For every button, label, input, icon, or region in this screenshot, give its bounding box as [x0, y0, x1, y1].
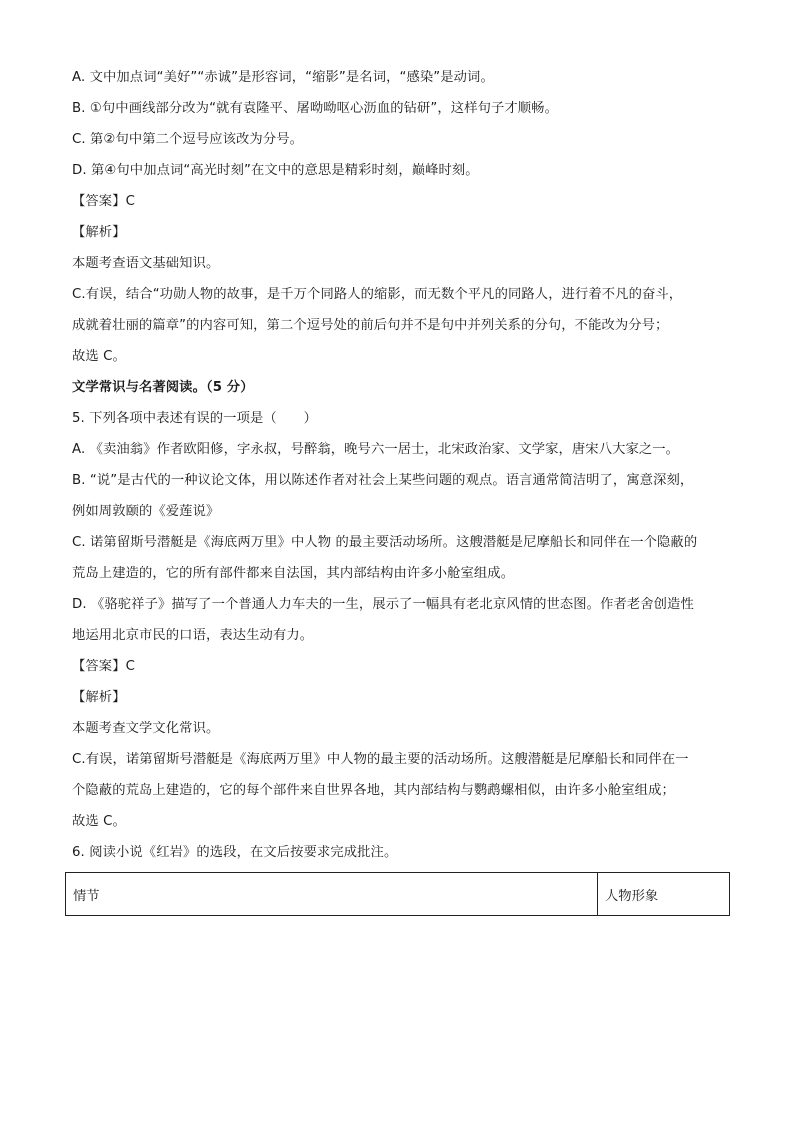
analysis-text: C.有误，结合“功勋人物的故事，是千万个同路人的缩影，而无数个平凡的同路人，进行着不凡的奋斗，	[72, 287, 683, 302]
question-5-stem: 5. 下列各项中表述有误的一项是（ ）	[72, 411, 317, 426]
annotation-table	[65, 872, 730, 916]
analysis-text: 个隐蔽的荒岛上建造的，它的每个部件来自世界各地，其内部结构与鹦鹉螺相似，由许多小舱室组成；	[72, 783, 675, 798]
analysis-text: C.有误，诺第留斯号潜艇是《海底两万里》中人物的最主要的活动场所。这艘潜艇是尼摩船长和同伴在一	[72, 752, 689, 767]
analysis-text: 本题考查文学文化常识。	[72, 721, 220, 736]
option-d-text: D. 第④句中加点词“高光时刻”在文中的意思是精彩时刻，巅峰时刻。	[72, 163, 479, 178]
analysis-text: 本题考查语文基础知识。	[72, 256, 220, 271]
document-page	[72, 62, 732, 916]
answer-label: 【答案】C	[72, 659, 135, 674]
q5-option-b-cont: 例如周敦颐的《爱莲说》	[72, 504, 220, 519]
table-cell-plot: 情节	[66, 873, 598, 916]
option-b-text: B. ①句中画线部分改为“就有袁隆平、屠呦呦呕心沥血的钻研”，这样句子才顺畅。	[72, 101, 558, 116]
table-row	[66, 873, 730, 916]
q5-option-c-cont: 荒岛上建造的，它的所有部件都来自法国，其内部结构由许多小舱室组成。	[72, 566, 515, 581]
q5-option-a: A. 《卖油翁》作者欧阳修，字永叔，号醉翁，晚号六一居士，北宋政治家、文学家，唐宋八大家之一。	[72, 442, 680, 457]
q5-option-b: B. “说”是古代的一种议论文体，用以陈述作者对社会上某些问题的观点。语言通常简洁明了，寓意深刻，	[72, 473, 694, 488]
analysis-label: 【解析】	[72, 690, 126, 705]
table-cell-character: 人物形象	[598, 873, 730, 916]
analysis-label: 【解析】	[72, 225, 126, 240]
conclusion-text: 故选 C。	[72, 349, 126, 364]
option-a-text: A. 文中加点词“美好”“赤诚”是形容词，“缩影”是名词，“感染”是动词。	[72, 70, 494, 85]
question-6-stem: 6. 阅读小说《红岩》的选段，在文后按要求完成批注。	[72, 845, 398, 860]
q5-option-d: D. 《骆驼祥子》描写了一个普通人力车夫的一生，展示了一幅具有老北京风情的世态图。作者老舍创造性	[72, 597, 694, 612]
q5-option-c: C. 诺第留斯号潜艇是《海底两万里》中人物 的最主要活动场所。这艘潜艇是尼摩船长和同伴在一个隐蔽的	[72, 535, 698, 550]
section-heading: 文学常识与名著阅读。（5 分）	[72, 380, 254, 395]
answer-label: 【答案】C	[72, 194, 135, 209]
conclusion-text: 故选 C。	[72, 814, 126, 829]
option-c-text: C. 第②句中第二个逗号应该改为分号。	[72, 132, 304, 147]
q5-option-d-cont: 地运用北京市民的口语，表达生动有力。	[72, 628, 314, 643]
analysis-text: 成就着壮丽的篇章”的内容可知，第二个逗号处的前后句并不是句中并列关系的分句，不能改为分号；	[72, 318, 669, 333]
